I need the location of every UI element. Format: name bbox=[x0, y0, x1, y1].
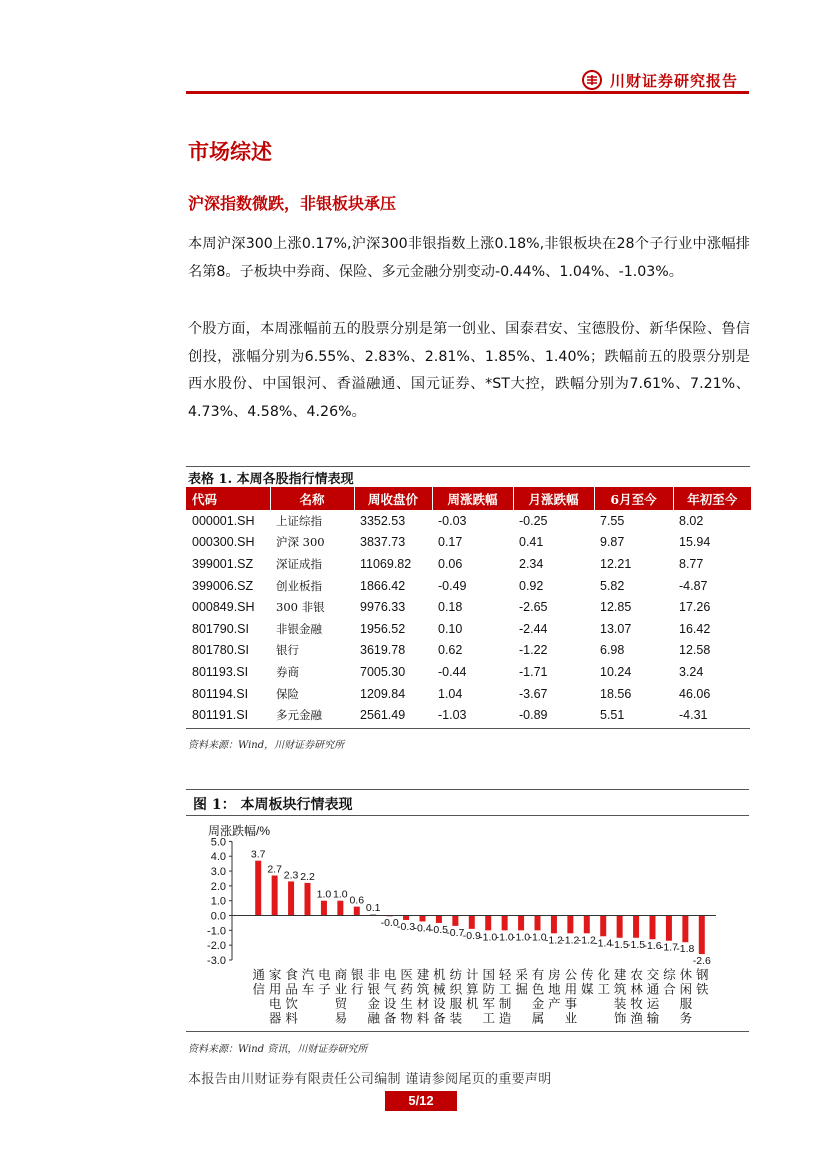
category-label: 房地产 bbox=[546, 968, 562, 1012]
bar-1 bbox=[272, 875, 278, 915]
category-label: 化工 bbox=[595, 968, 611, 997]
table-cell: 7.55 bbox=[600, 513, 625, 528]
table-cell: -0.49 bbox=[438, 578, 467, 593]
table-cell: 0.92 bbox=[519, 578, 544, 593]
bar-value-label: -0.5 bbox=[429, 923, 448, 936]
header-code: 代码 bbox=[186, 487, 270, 510]
bar-25 bbox=[666, 916, 672, 941]
category-label: 钢铁 bbox=[694, 968, 710, 997]
category-label: 采掘 bbox=[513, 968, 529, 997]
bar-value-label: 2.2 bbox=[300, 870, 315, 883]
bar-value-label: -1.0 bbox=[512, 931, 531, 944]
header-weekly-change: 周涨跌幅 bbox=[432, 487, 513, 510]
header-weekly-close: 周收盘价 bbox=[354, 487, 432, 510]
table-cell: 801790.SI bbox=[192, 621, 249, 636]
table-cell: 多元金融 bbox=[276, 708, 322, 723]
table-cell: -1.71 bbox=[519, 664, 548, 679]
table-cell: 3352.53 bbox=[360, 513, 406, 528]
table-cell: 9.87 bbox=[600, 535, 625, 550]
y-tick-label: 2.0 bbox=[210, 880, 226, 893]
category-label: 交通运输 bbox=[645, 968, 660, 1026]
category-label: 电气设备 bbox=[382, 968, 398, 1026]
table-cell: -1.22 bbox=[519, 643, 548, 658]
table-cell: 399001.SZ bbox=[192, 556, 254, 571]
category-label: 有色金属 bbox=[530, 968, 545, 1026]
table-cell: -0.03 bbox=[438, 513, 467, 528]
section-title: 市场综述 bbox=[188, 139, 272, 164]
bar-14 bbox=[485, 916, 491, 931]
category-label: 商业贸易 bbox=[332, 968, 348, 1026]
table-cell: 8.02 bbox=[679, 513, 704, 528]
bar-value-label: -0.3 bbox=[397, 920, 416, 933]
bar-27 bbox=[699, 916, 705, 955]
bar-6 bbox=[354, 907, 360, 916]
bar-13 bbox=[469, 916, 475, 929]
table-cell: -0.44 bbox=[438, 664, 467, 679]
category-label: 建筑材料 bbox=[415, 968, 430, 1026]
header-divider bbox=[186, 91, 749, 94]
table-cell: 13.07 bbox=[600, 621, 632, 636]
bar-value-label: -2.6 bbox=[692, 955, 711, 968]
table-cell: 3619.78 bbox=[360, 643, 406, 658]
bar-2 bbox=[288, 881, 294, 915]
table-cell: 9976.33 bbox=[360, 600, 406, 615]
table-cell: -3.67 bbox=[519, 686, 548, 701]
bar-23 bbox=[633, 916, 639, 938]
header-monthly-change: 月涨跌幅 bbox=[513, 487, 594, 510]
table-cell: 0.18 bbox=[438, 600, 463, 615]
sector-performance-chart bbox=[186, 818, 716, 1030]
bar-value-label: 2.3 bbox=[283, 869, 299, 882]
table-cell: 300 非银 bbox=[276, 600, 325, 615]
table-cell: 399006.SZ bbox=[192, 578, 254, 593]
table-cell: 上证综指 bbox=[276, 513, 322, 528]
bar-5 bbox=[337, 901, 343, 916]
figure-caption-divider bbox=[186, 815, 749, 816]
paragraph-stock-movers: 个股方面，本周涨幅前五的股票分别是第一创业、国泰君安、宝德股份、新华保险、鲁信创投，涨幅分别为6.55%、2.83%、2.81%、1.85%、1.40%；跌幅前五的股票分别是西水股份、中国银河、香溢融通、国元证券、*ST大控，跌幅分别为7.61%、7.21%、4.73%、4.58%、4.26%。 bbox=[188, 321, 750, 420]
table-cell: 1209.84 bbox=[360, 686, 406, 701]
bar-value-label: -0.0 bbox=[380, 916, 399, 929]
table-cell: 银行 bbox=[276, 643, 299, 658]
header-brand bbox=[582, 69, 738, 91]
category-label: 传媒 bbox=[579, 968, 595, 997]
table-cell: 保险 bbox=[276, 686, 299, 701]
table-cell: 801191.SI bbox=[192, 708, 249, 723]
table-row bbox=[186, 661, 751, 683]
table-row bbox=[186, 532, 751, 554]
table-cell: 深证成指 bbox=[276, 556, 322, 571]
table-cell: 1866.42 bbox=[360, 578, 406, 593]
bar-9 bbox=[403, 916, 409, 920]
table-row bbox=[186, 704, 751, 726]
bar-value-label: -0.9 bbox=[462, 929, 481, 942]
table-cell: 2561.49 bbox=[360, 708, 406, 723]
figure-caption: 图 1： 本周板块行情表现 bbox=[193, 797, 353, 813]
category-label: 建筑装饰 bbox=[612, 968, 628, 1026]
category-label: 非银金融 bbox=[365, 968, 381, 1026]
category-label: 综合 bbox=[661, 968, 677, 997]
table-cell: 0.06 bbox=[438, 556, 463, 571]
table-cell: -1.03 bbox=[438, 708, 467, 723]
header-since-june: 6月至今 bbox=[594, 487, 673, 510]
bar-value-label: 1.0 bbox=[333, 888, 348, 901]
bar-20 bbox=[584, 916, 590, 934]
table-cell: 46.06 bbox=[679, 686, 711, 701]
bar-22 bbox=[617, 916, 623, 938]
bar-value-label: -1.7 bbox=[659, 941, 678, 954]
bar-value-label: -1.5 bbox=[627, 938, 646, 951]
table-cell: 12.58 bbox=[679, 643, 711, 658]
section-subtitle: 沪深指数微跌，非银板块承压 bbox=[188, 194, 397, 213]
table-cell: 801780.SI bbox=[192, 643, 249, 658]
table-cell: 15.94 bbox=[679, 535, 711, 550]
bar-value-label: 2.7 bbox=[267, 863, 282, 876]
table-cell: 券商 bbox=[276, 664, 299, 679]
bar-value-label: 1.0 bbox=[316, 888, 332, 901]
table-cell: 16.42 bbox=[679, 621, 711, 636]
y-tick-label: 1.0 bbox=[210, 895, 226, 908]
table-cell: -0.25 bbox=[519, 513, 548, 528]
figure-top-divider bbox=[186, 789, 749, 790]
y-tick-label: 5.0 bbox=[210, 836, 226, 849]
category-label: 纺织服装 bbox=[447, 968, 463, 1026]
table-row bbox=[186, 640, 751, 662]
table-cell: 000001.SH bbox=[192, 513, 255, 528]
bar-value-label: -1.0 bbox=[528, 931, 547, 944]
table-cell: 0.17 bbox=[438, 535, 463, 550]
table-cell: -0.89 bbox=[519, 708, 548, 723]
table-cell: -2.44 bbox=[519, 621, 548, 636]
table-cell: 5.82 bbox=[600, 578, 625, 593]
figure-bottom-divider bbox=[186, 1031, 749, 1032]
table-row bbox=[186, 510, 751, 532]
table-cell: 0.10 bbox=[438, 621, 463, 636]
category-label: 机械设备 bbox=[431, 968, 447, 1026]
category-label: 计算机 bbox=[464, 968, 480, 1012]
table-cell: -4.31 bbox=[679, 708, 708, 723]
category-label: 食品饮料 bbox=[283, 968, 299, 1026]
index-quotes-table bbox=[186, 487, 751, 726]
table-caption: 表格 1. 本周各股指行情表现 bbox=[188, 472, 354, 487]
table-cell: 801193.SI bbox=[192, 664, 249, 679]
bar-12 bbox=[452, 916, 458, 926]
y-tick-label: -3.0 bbox=[207, 955, 226, 967]
bar-value-label: -1.6 bbox=[643, 940, 662, 953]
bar-11 bbox=[436, 916, 442, 923]
bar-value-label: -1.5 bbox=[610, 938, 629, 951]
table-cell: 3.24 bbox=[679, 664, 704, 679]
table-cell: 0.62 bbox=[438, 643, 463, 658]
bar-value-label: -1.2 bbox=[544, 934, 563, 947]
table-row bbox=[186, 683, 751, 705]
y-tick-label: 3.0 bbox=[210, 866, 226, 879]
header-ytd: 年初至今 bbox=[673, 487, 751, 510]
category-label: 农林牧渔 bbox=[628, 968, 644, 1026]
table-cell: 创业板指 bbox=[276, 578, 322, 593]
category-label: 休闲服务 bbox=[677, 968, 693, 1026]
table-row bbox=[186, 618, 751, 640]
bar-value-label: -1.0 bbox=[495, 931, 514, 944]
bar-24 bbox=[650, 916, 656, 940]
category-label: 轻工制造 bbox=[497, 968, 513, 1026]
y-tick-label: -2.0 bbox=[207, 940, 226, 953]
table-cell: 12.21 bbox=[600, 556, 632, 571]
table-top-divider bbox=[186, 466, 750, 467]
bar-4 bbox=[321, 901, 327, 916]
table-cell: 17.26 bbox=[679, 600, 711, 615]
table-cell: 1.04 bbox=[438, 686, 463, 701]
table-row bbox=[186, 596, 751, 618]
table-header-row bbox=[186, 487, 751, 510]
bar-value-label: -0.7 bbox=[446, 926, 465, 939]
table-cell: 5.51 bbox=[600, 708, 625, 723]
table-row bbox=[186, 575, 751, 597]
bar-value-label: -1.8 bbox=[676, 943, 695, 956]
table-cell: 1956.52 bbox=[360, 621, 406, 636]
y-tick-label: -1.0 bbox=[207, 925, 226, 938]
table-cell: 10.24 bbox=[600, 664, 632, 679]
table-source: 资料来源：Wind，川财证券研究所 bbox=[188, 740, 345, 751]
category-label: 通信 bbox=[250, 968, 266, 997]
category-label: 家用电器 bbox=[267, 968, 283, 1026]
bar-value-label: -1.0 bbox=[479, 931, 498, 944]
category-label: 国防军工 bbox=[480, 968, 496, 1026]
bar-value-label: 3.7 bbox=[250, 848, 266, 861]
table-cell: 6.98 bbox=[600, 643, 625, 658]
y-tick-label: 4.0 bbox=[210, 851, 226, 864]
y-tick-label: 0.0 bbox=[210, 910, 226, 923]
bar-21 bbox=[600, 916, 606, 937]
category-label: 电子 bbox=[316, 968, 332, 997]
table-cell: -4.87 bbox=[679, 578, 708, 593]
table-cell: 11069.82 bbox=[360, 556, 412, 571]
category-label: 汽车 bbox=[300, 968, 315, 997]
table-cell: -2.65 bbox=[519, 600, 548, 615]
bar-19 bbox=[567, 916, 573, 934]
table-cell: 2.34 bbox=[519, 556, 544, 571]
table-cell: 3837.73 bbox=[360, 535, 406, 550]
bar-15 bbox=[502, 916, 508, 931]
figure-source: 资料来源：Wind 资讯，川财证券研究所 bbox=[188, 1044, 368, 1055]
bar-value-label: -1.4 bbox=[594, 937, 613, 950]
table-cell: 8.77 bbox=[679, 556, 704, 571]
category-label: 医药生物 bbox=[398, 968, 414, 1026]
bar-value-label: -1.2 bbox=[577, 934, 596, 947]
table-cell: 18.56 bbox=[600, 686, 632, 701]
company-logo-icon bbox=[582, 70, 602, 90]
bar-16 bbox=[518, 916, 524, 931]
brand-name: 川财证券研究报告 bbox=[610, 71, 739, 90]
bar-18 bbox=[551, 916, 557, 934]
category-label: 银行 bbox=[349, 968, 365, 997]
bar-3 bbox=[305, 883, 311, 916]
bar-17 bbox=[535, 916, 541, 931]
table-cell: 000300.SH bbox=[192, 535, 255, 550]
table-cell: 801194.SI bbox=[192, 686, 249, 701]
page-number: 5/12 bbox=[385, 1091, 457, 1111]
bar-value-label: 0.6 bbox=[349, 894, 365, 907]
bar-26 bbox=[682, 916, 688, 943]
paragraph-index-summary: 本周沪深300上涨0.17%,沪深300非银指数上涨0.18%,非银板块在28个子行业中涨幅排名第8。子板块中券商、保险、多元金融分别变动-0.44%、1.04%、-1.03%。 bbox=[188, 236, 750, 280]
table-cell: 12.85 bbox=[600, 600, 632, 615]
bar-value-label: -0.4 bbox=[413, 922, 432, 935]
table-bottom-divider bbox=[186, 728, 750, 729]
bar-value-label: -1.2 bbox=[561, 934, 580, 947]
table-cell: 非银金融 bbox=[276, 621, 322, 636]
footer-disclaimer: 本报告由川财证券有限责任公司编制 谨请参阅尾页的重要声明 bbox=[188, 1072, 552, 1087]
y-axis-label: 周涨跌幅/% bbox=[208, 824, 271, 838]
bar-10 bbox=[420, 916, 426, 922]
category-label: 公用事业 bbox=[562, 968, 578, 1026]
bar-value-label: 0.1 bbox=[365, 902, 381, 915]
table-cell: 0.41 bbox=[519, 535, 544, 550]
bar-0 bbox=[255, 861, 261, 916]
table-row bbox=[186, 553, 751, 575]
table-cell: 7005.30 bbox=[360, 664, 406, 679]
table-cell: 沪深 300 bbox=[276, 535, 325, 550]
table-cell: 000849.SH bbox=[192, 600, 255, 615]
header-name: 名称 bbox=[270, 487, 354, 510]
